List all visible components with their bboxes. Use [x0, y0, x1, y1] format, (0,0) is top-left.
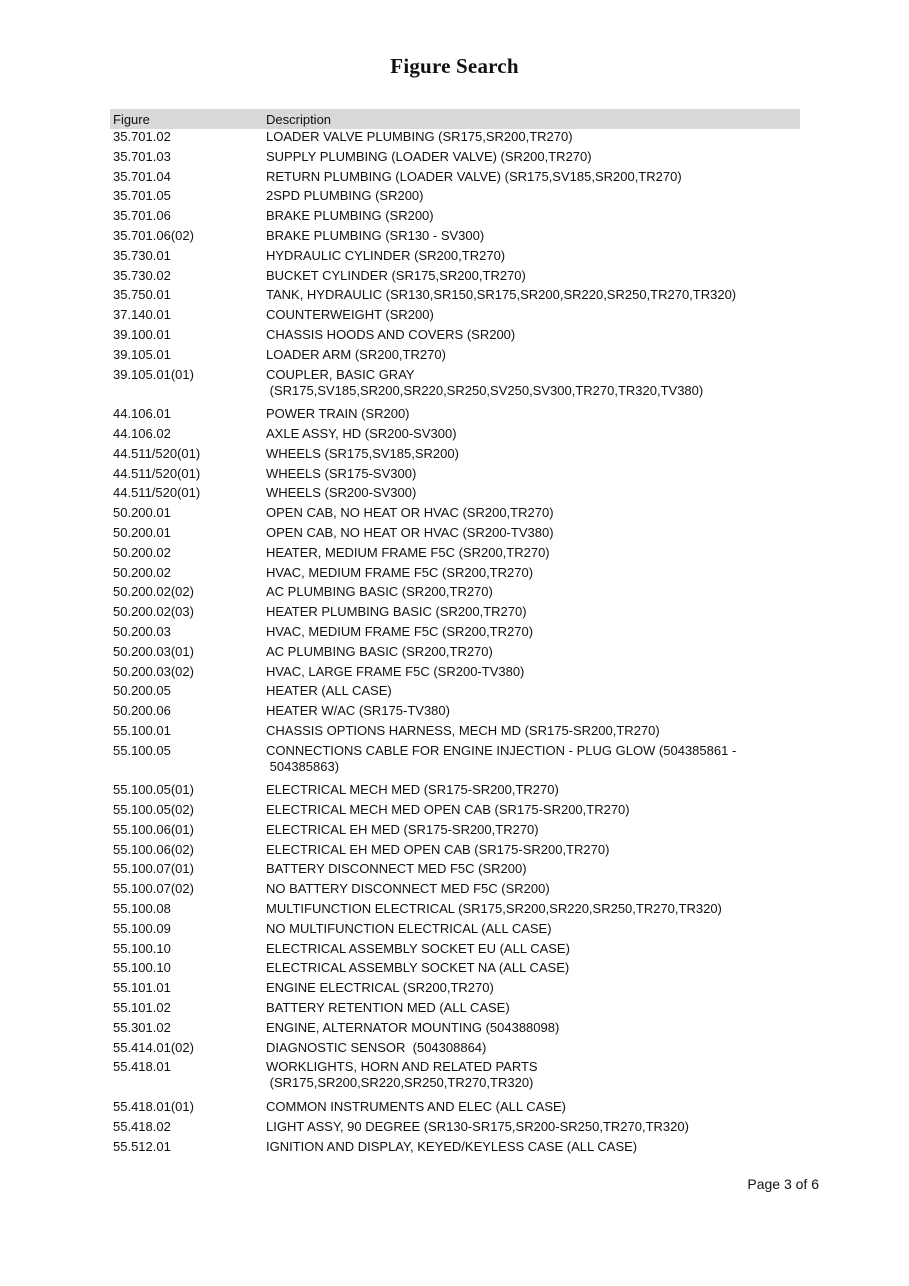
description-cell: SUPPLY PLUMBING (LOADER VALVE) (SR200,TR270) — [266, 148, 592, 164]
figure-cell: 55.100.07(02) — [113, 881, 194, 897]
table-row — [110, 842, 800, 862]
table-row — [110, 782, 800, 802]
table-row — [110, 327, 800, 347]
figure-cell: 44.511/520(01) — [113, 465, 201, 481]
figure-cell: 50.200.01 — [113, 505, 171, 521]
figure-cell: 55.418.01(01) — [113, 1099, 194, 1115]
description-cell: COUNTERWEIGHT (SR200) — [266, 307, 434, 323]
column-header-figure: Figure — [113, 111, 150, 127]
figure-cell: 50.200.02 — [113, 544, 171, 560]
figure-cell: 55.418.01 — [113, 1059, 171, 1075]
figure-cell: 35.701.06(02) — [113, 227, 194, 243]
description-cell: ELECTRICAL MECH MED (SR175-SR200,TR270) — [266, 782, 559, 798]
table-row — [110, 1000, 800, 1020]
figure-cell: 55.100.10 — [113, 940, 171, 956]
table-row — [110, 822, 800, 842]
figure-cell: 50.200.03(01) — [113, 643, 194, 659]
table-row — [110, 941, 800, 961]
figure-cell: 55.418.02 — [113, 1118, 171, 1134]
figure-cell: 55.100.06(02) — [113, 841, 194, 857]
table-row — [110, 644, 800, 664]
table-row — [110, 664, 800, 684]
description-cell: BUCKET CYLINDER (SR175,SR200,TR270) — [266, 267, 526, 283]
description-cell: CHASSIS OPTIONS HARNESS, MECH MD (SR175-SR200,TR270) — [266, 722, 660, 738]
description-cell: 2SPD PLUMBING (SR200) — [266, 188, 424, 204]
description-cell: ELECTRICAL ASSEMBLY SOCKET EU (ALL CASE) — [266, 940, 570, 956]
description-cell: HEATER, MEDIUM FRAME F5C (SR200,TR270) — [266, 544, 550, 560]
description-cell: CONNECTIONS CABLE FOR ENGINE INJECTION - PLUG GLOW (504385861 - 504385863) — [266, 742, 737, 774]
figure-cell: 35.701.05 — [113, 188, 171, 204]
table-row — [110, 861, 800, 881]
description-cell: NO MULTIFUNCTION ELECTRICAL (ALL CASE) — [266, 920, 552, 936]
description-cell: COUPLER, BASIC GRAY (SR175,SV185,SR200,SR220,SR250,SV250,SV300,TR270,TR320,TV380) — [266, 366, 704, 398]
table-row — [110, 802, 800, 822]
description-cell: IGNITION AND DISPLAY, KEYED/KEYLESS CASE (ALL CASE) — [266, 1138, 638, 1154]
description-cell: WORKLIGHTS, HORN AND RELATED PARTS (SR175,SR200,SR220,SR250,TR270,TR320) — [266, 1059, 538, 1091]
table-row — [110, 980, 800, 1000]
table-row — [110, 485, 800, 505]
table-row — [110, 1040, 800, 1060]
description-cell: BATTERY DISCONNECT MED F5C (SR200) — [266, 861, 527, 877]
figure-cell: 35.701.06 — [113, 208, 171, 224]
figure-cell: 44.106.02 — [113, 425, 171, 441]
description-cell: ELECTRICAL ASSEMBLY SOCKET NA (ALL CASE) — [266, 960, 570, 976]
description-cell: BATTERY RETENTION MED (ALL CASE) — [266, 1000, 510, 1016]
description-cell: HEATER W/AC (SR175-TV380) — [266, 703, 450, 719]
description-cell: ENGINE ELECTRICAL (SR200,TR270) — [266, 980, 494, 996]
figure-cell: 55.100.10 — [113, 960, 171, 976]
table-row — [110, 921, 800, 941]
figure-cell: 35.701.03 — [113, 148, 171, 164]
description-cell: RETURN PLUMBING (LOADER VALVE) (SR175,SV185,SR200,TR270) — [266, 168, 682, 184]
figure-cell: 35.701.02 — [113, 129, 171, 144]
figure-cell: 50.200.03(02) — [113, 663, 194, 679]
table-body — [110, 129, 800, 1158]
figure-cell: 44.106.01 — [113, 406, 171, 422]
table-row — [110, 367, 800, 407]
table-row — [110, 1059, 800, 1099]
table-row — [110, 149, 800, 169]
page-number: Page 3 of 6 — [747, 1176, 819, 1192]
table-row — [110, 169, 800, 189]
description-cell: HVAC, MEDIUM FRAME F5C (SR200,TR270) — [266, 564, 534, 580]
table-row — [110, 1099, 800, 1119]
figure-cell: 55.512.01 — [113, 1138, 171, 1154]
figure-cell: 50.200.02(03) — [113, 604, 194, 620]
figure-cell: 44.511/520(01) — [113, 445, 201, 461]
description-cell: ELECTRICAL EH MED OPEN CAB (SR175-SR200,TR270) — [266, 841, 610, 857]
table-row — [110, 683, 800, 703]
table-row — [110, 1119, 800, 1139]
description-cell: OPEN CAB, NO HEAT OR HVAC (SR200,TR270) — [266, 505, 554, 521]
figure-cell: 39.105.01 — [113, 346, 171, 362]
table-row — [110, 228, 800, 248]
table-row — [110, 505, 800, 525]
table-row — [110, 268, 800, 288]
description-cell: NO BATTERY DISCONNECT MED F5C (SR200) — [266, 881, 550, 897]
table-row — [110, 1139, 800, 1159]
description-cell: CHASSIS HOODS AND COVERS (SR200) — [266, 326, 516, 342]
description-cell: AC PLUMBING BASIC (SR200,TR270) — [266, 643, 493, 659]
table-row — [110, 565, 800, 585]
figure-cell: 50.200.01 — [113, 524, 171, 540]
figure-cell: 50.200.06 — [113, 703, 171, 719]
description-cell: BRAKE PLUMBING (SR200) — [266, 208, 434, 224]
figure-cell: 39.105.01(01) — [113, 366, 194, 382]
description-cell: AC PLUMBING BASIC (SR200,TR270) — [266, 584, 493, 600]
description-cell: LOADER ARM (SR200,TR270) — [266, 346, 446, 362]
description-cell: HVAC, LARGE FRAME F5C (SR200-TV380) — [266, 663, 525, 679]
figure-cell: 39.100.01 — [113, 326, 171, 342]
description-cell: OPEN CAB, NO HEAT OR HVAC (SR200-TV380) — [266, 524, 554, 540]
description-cell: ENGINE, ALTERNATOR MOUNTING (504388098) — [266, 1019, 560, 1035]
description-cell: WHEELS (SR200-SV300) — [266, 485, 417, 501]
figure-table — [110, 109, 800, 1158]
table-row — [110, 188, 800, 208]
description-cell: HEATER (ALL CASE) — [266, 683, 392, 699]
description-cell: TANK, HYDRAULIC (SR130,SR150,SR175,SR200,SR220,SR250,TR270,TR320) — [266, 287, 737, 303]
figure-cell: 55.100.09 — [113, 920, 171, 936]
table-row — [110, 960, 800, 980]
table-row — [110, 208, 800, 228]
figure-cell: 55.100.06(01) — [113, 821, 194, 837]
figure-cell: 55.101.01 — [113, 980, 171, 996]
description-cell: DIAGNOSTIC SENSOR (504308864) — [266, 1039, 487, 1055]
description-cell: BRAKE PLUMBING (SR130 - SV300) — [266, 227, 485, 243]
table-row — [110, 743, 800, 783]
figure-cell: 37.140.01 — [113, 307, 171, 323]
table-row — [110, 901, 800, 921]
description-cell: LIGHT ASSY, 90 DEGREE (SR130-SR175,SR200-SR250,TR270,TR320) — [266, 1118, 689, 1134]
description-cell: HYDRAULIC CYLINDER (SR200,TR270) — [266, 247, 506, 263]
description-cell: AXLE ASSY, HD (SR200-SV300) — [266, 425, 457, 441]
description-cell: WHEELS (SR175,SV185,SR200) — [266, 445, 459, 461]
figure-cell: 50.200.03 — [113, 623, 171, 639]
figure-cell: 50.200.02 — [113, 564, 171, 580]
page-title: Figure Search — [390, 54, 519, 78]
table-row — [110, 426, 800, 446]
figure-cell: 55.414.01(02) — [113, 1039, 194, 1055]
table-row — [110, 446, 800, 466]
figure-cell: 44.511/520(01) — [113, 485, 201, 501]
description-cell: ELECTRICAL MECH MED OPEN CAB (SR175-SR200,TR270) — [266, 802, 630, 818]
figure-cell: 55.301.02 — [113, 1019, 171, 1035]
table-row — [110, 703, 800, 723]
description-cell: HEATER PLUMBING BASIC (SR200,TR270) — [266, 604, 527, 620]
table-row — [110, 406, 800, 426]
column-header-description: Description — [266, 111, 332, 127]
figure-cell: 35.750.01 — [113, 287, 171, 303]
description-cell: POWER TRAIN (SR200) — [266, 406, 410, 422]
table-row — [110, 129, 800, 149]
figure-cell: 35.730.02 — [113, 267, 171, 283]
table-row — [110, 525, 800, 545]
table-row — [110, 347, 800, 367]
table-row — [110, 584, 800, 604]
table-row — [110, 307, 800, 327]
figure-cell: 55.101.02 — [113, 1000, 171, 1016]
figure-cell: 50.200.02(02) — [113, 584, 194, 600]
table-row — [110, 1020, 800, 1040]
table-row — [110, 723, 800, 743]
figure-cell: 55.100.05(02) — [113, 802, 194, 818]
figure-cell: 55.100.05 — [113, 742, 171, 758]
description-cell: HVAC, MEDIUM FRAME F5C (SR200,TR270) — [266, 623, 534, 639]
table-row — [110, 624, 800, 644]
figure-cell: 55.100.05(01) — [113, 782, 194, 798]
table-row — [110, 287, 800, 307]
table-row — [110, 545, 800, 565]
description-cell: LOADER VALVE PLUMBING (SR175,SR200,TR270) — [266, 129, 573, 144]
figure-cell: 35.730.01 — [113, 247, 171, 263]
figure-cell: 55.100.07(01) — [113, 861, 194, 877]
description-cell: COMMON INSTRUMENTS AND ELEC (ALL CASE) — [266, 1099, 567, 1115]
description-cell: ELECTRICAL EH MED (SR175-SR200,TR270) — [266, 821, 539, 837]
table-header — [110, 109, 800, 129]
table-row — [110, 881, 800, 901]
table-row — [110, 604, 800, 624]
figure-cell: 35.701.04 — [113, 168, 171, 184]
figure-cell: 50.200.05 — [113, 683, 171, 699]
figure-cell: 55.100.01 — [113, 722, 171, 738]
figure-cell: 55.100.08 — [113, 901, 171, 917]
table-row — [110, 466, 800, 486]
description-cell: MULTIFUNCTION ELECTRICAL (SR175,SR200,SR220,SR250,TR270,TR320) — [266, 901, 722, 917]
table-row — [110, 248, 800, 268]
description-cell: WHEELS (SR175-SV300) — [266, 465, 417, 481]
